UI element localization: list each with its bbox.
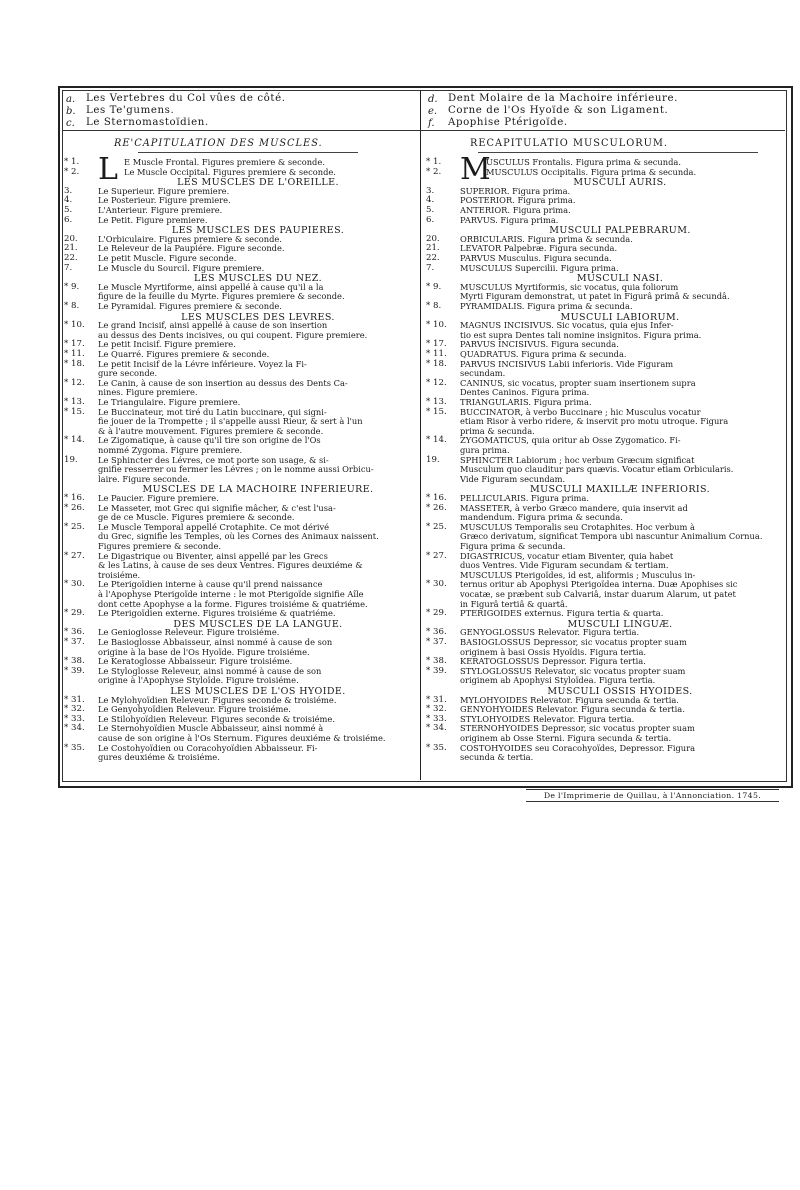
entry-line: Le petit Incisif de la Lévre inférieure. Voyez la Fi-: [98, 359, 307, 369]
figure-number: 4.: [64, 195, 73, 206]
entry-line: Le Buccinateur, mot tiré du Latin buccinare, qui signi-: [98, 407, 327, 417]
plate-page: [58, 86, 791, 806]
figure-number: * 31.: [426, 694, 447, 705]
entry-line: Le Pyramidal. Figures premiere & seconde.: [98, 302, 282, 311]
legend-right: [426, 92, 782, 132]
entry-line: ge de ce Muscle. Figures premiere & seconde.: [98, 513, 295, 523]
entry-line: Le Stilohyoïdien Releveur. Figures seconde & troisiéme.: [98, 714, 335, 724]
figure-number: * 27.: [64, 550, 85, 561]
figure-number: * 1.: [426, 157, 442, 167]
entry-line: au dessus des Dents incisives, ou qui coupent. Figure premiere.: [98, 330, 368, 340]
figure-number: * 17.: [64, 339, 85, 350]
entry-line: GENYOGLOSSUS Relevator. Figura tertia.: [460, 628, 640, 638]
figure-number: 19.: [64, 454, 78, 465]
section-heading: MUSCULI AURIS.: [573, 177, 667, 189]
entry-line: Le Genioglosse Releveur. Figure troisiéme.: [98, 628, 280, 638]
section-heading: MUSCULI NASI.: [576, 273, 664, 285]
entry-line: cause de son origine à l'Os Sternum. Figures deuxiéme & troisiéme.: [98, 734, 386, 743]
legend-item: Les Vertebres du Col vûes de côté.: [86, 93, 286, 104]
entry-line: Le Quarré. Figures premiere & seconde.: [98, 350, 270, 359]
entry-line: MUSCULUS Temporalis seu Crotaphites. Hoc verbum à: [460, 522, 695, 532]
section-heading: MUSCLES DE LA MACHOIRE INFERIEURE.: [142, 484, 374, 496]
entry-line: Figura prima & secunda.: [460, 542, 566, 551]
entry-line: GENYOHYOIDES Relevator. Figura secunda & tertia.: [460, 705, 685, 715]
entry-line: Le grand Incisif, ainsi appellé à cause de son insertion: [98, 321, 328, 331]
entry-line: gura prima.: [460, 446, 510, 455]
figure-number: 5.: [64, 205, 73, 215]
figure-number: * 31.: [64, 694, 85, 705]
entry-line: BASIOGLOSSUS Depressor, sic vocatus propter suam: [460, 638, 687, 647]
entry-line: COSTOHYOIDES seu Coracohyoïdes, Depressor. Figura: [460, 743, 696, 753]
entry-line: POSTERIOR. Figura prima.: [460, 196, 576, 206]
figure-number: * 26.: [64, 502, 85, 513]
figure-number: * 13.: [64, 397, 85, 407]
legend-item: Corne de l'Os Hyoïde & son Ligament.: [448, 105, 669, 116]
figure-number: * 15.: [64, 406, 85, 417]
legend-letter: e.: [428, 106, 438, 117]
entry-line: PARVUS. Figura prima.: [460, 215, 559, 225]
entry-line: Le Posterieur. Figure premiere.: [98, 196, 231, 206]
figure-number: * 32.: [64, 704, 85, 715]
entry-line: Vide Figuram secundam.: [460, 474, 566, 484]
figure-number: * 35.: [426, 742, 447, 753]
figure-number: * 16.: [426, 493, 447, 503]
entry-line: STERNOHYOIDES Depressor, sic vocatus propter suam: [460, 724, 695, 734]
figure-number: * 2.: [64, 166, 80, 177]
entry-line: Musculum quo clauditur pars quævis. Vocatur etiam Orbicularis.: [460, 465, 734, 475]
column-divider: [420, 90, 421, 780]
figure-number: * 37.: [64, 637, 85, 647]
legend-letter: c.: [66, 118, 75, 129]
figure-number: * 39.: [426, 665, 447, 676]
entry-line: Le Canin, à cause de son insertion au dessus des Dents Ca-: [98, 378, 348, 388]
entry-line: SPHINCTER Labiorum ; hoc verbum Græcum significat: [460, 455, 695, 465]
figure-number: * 29.: [426, 608, 447, 619]
figure-number: 3.: [426, 185, 435, 196]
entry-line: CANINUS, sic vocatus, propter suam insertionem supra: [460, 378, 696, 388]
entry-line: PTERIGOIDES externus. Figura tertia & quarta.: [460, 609, 664, 619]
entry-line: Le Pterigoïdien interne à cause qu'il prend naissance: [98, 580, 323, 590]
entry-line: Myrti Figuram demonstrat, ut patet in Figurâ primâ & secundâ.: [460, 292, 730, 302]
legend-item: Le Sternomastoïdien.: [86, 117, 209, 128]
legend-left: [64, 92, 420, 132]
section-heading: LES MUSCLES DU NEZ.: [194, 273, 322, 285]
entry-line: MYLOHYOIDES Relevator. Figura secunda & tertia.: [460, 695, 679, 705]
entry-line: ZYGOMATICUS, quia oritur ab Osse Zygomatico. Fi-: [460, 436, 681, 446]
figure-number: * 27.: [426, 550, 447, 561]
entry-line: KERATOGLOSSUS Depressor. Figura tertia.: [460, 657, 646, 667]
section-heading: LES MUSCLES DES LEVRES.: [181, 311, 335, 323]
drop-cap: L: [98, 152, 118, 187]
title-rule: [138, 152, 358, 153]
entry-line: QUADRATUS. Figura prima & secunda.: [460, 350, 627, 359]
section-heading: LES MUSCLES DE L'OREILLE.: [177, 177, 339, 189]
entry-line: STYLOHYOIDES Relevator. Figura tertia.: [460, 714, 635, 724]
figure-number: * 12.: [426, 377, 447, 388]
figure-number: * 34.: [64, 723, 85, 734]
section-heading: MUSCULI OSSIS HYOIDES.: [547, 686, 693, 697]
figure-number: 7.: [64, 262, 73, 273]
figure-number: * 29.: [64, 608, 85, 619]
entry-line: Le Petit. Figure premiere.: [98, 215, 208, 225]
figure-number: * 13.: [426, 397, 447, 407]
left-column: [64, 152, 420, 778]
entry-line: Le Muscle Myrtiforme, ainsi appellé à cause qu'il a la: [98, 282, 324, 292]
entry-line: MUSCULUS Occipitalis. Figura prima & secunda.: [486, 167, 697, 177]
entry-line: Dentes Caninos. Figura prima.: [460, 388, 590, 398]
figure-number: * 10.: [426, 320, 447, 331]
section-heading: MUSCULI PALPEBRARUM.: [549, 225, 691, 237]
figure-number: * 25.: [426, 521, 447, 532]
figure-number: * 12.: [64, 377, 85, 388]
title-rule: [478, 152, 758, 153]
section-heading: LES MUSCLES DES PAUPIERES.: [171, 225, 345, 237]
figure-number: * 14.: [64, 435, 85, 446]
entry-line: ORBICULARIS. Figura prima & secunda.: [460, 234, 633, 244]
entry-line: originem ab Osse Sterni. Figura secunda & tertia.: [460, 734, 672, 743]
figure-number: 21.: [426, 243, 440, 254]
figure-number: 20.: [64, 233, 78, 244]
figure-number: * 2.: [426, 166, 442, 177]
figure-number: * 36.: [64, 627, 85, 638]
left-section-title: RE'CAPITULATION DES MUSCLES.: [114, 138, 323, 149]
entry-line: Græco derivatum, significat Tempora ubi nascuntur Animalium Cornua.: [460, 532, 763, 542]
entry-line: Le Muscle Temporal appellé Crotaphite. Ce mot dérivé: [98, 522, 330, 532]
entry-line: gure seconde.: [98, 369, 158, 379]
figure-number: * 8.: [64, 301, 80, 311]
entry-line: nines. Figure premiere.: [98, 388, 198, 398]
entry-line: Figures premiere & seconde.: [98, 542, 222, 551]
entry-line: BUCCINATOR, à verbo Buccinare ; hic Musculus vocatur: [460, 407, 701, 417]
entry-line: USCULUS Frontalis. Figura prima & secunda.: [486, 158, 681, 167]
legend-item: Apophise Ptérigoïde.: [448, 117, 568, 128]
figure-number: * 35.: [64, 742, 85, 753]
entry-line: dont cette Apophyse a la forme. Figures troisiéme & quatriéme.: [98, 599, 368, 609]
entry-line: troisiéme.: [98, 570, 141, 580]
entry-line: DIGASTRICUS, vocatur etiam Biventer, quia habet: [460, 551, 674, 561]
entry-line: MAGNUS INCISIVUS. Sic vocatus, quia ejus Infer-: [460, 321, 674, 331]
entry-line: originem à basi Ossis Hyoïdis. Figura tertia.: [460, 647, 647, 657]
section-heading: MUSCULI MAXILLÆ INFERIORIS.: [529, 484, 711, 496]
legend-letter: f.: [428, 118, 435, 129]
figure-number: 22.: [64, 253, 78, 263]
figure-number: * 33.: [64, 713, 85, 724]
figure-number: 4.: [426, 195, 435, 206]
legend-item: Dent Molaire de la Machoire inférieure.: [448, 93, 678, 104]
entry-line: gures deuxiéme & troisiéme.: [98, 753, 220, 763]
entry-line: TRIANGULARIS. Figura prima.: [460, 398, 592, 407]
entry-line: origine à la base de l'Os Hyoïde. Figure troisiéme.: [98, 647, 310, 657]
figure-number: * 38.: [64, 656, 85, 667]
entry-line: Le Muscle du Sourcil. Figure premiere.: [98, 263, 265, 273]
entry-line: à l'Apophyse Pterigoïde interne : le mot Pterigoïde signifie Aîle: [98, 590, 364, 599]
entry-line: gnifie resserrer ou fermer les Lévres ; on le nomme aussi Orbicu-: [98, 465, 374, 475]
entry-line: Le Digastrique ou Biventer, ainsi appellé par les Grecs: [98, 551, 328, 561]
entry-line: duos Ventres. Vide Figuram secundam & tertiam.: [460, 561, 669, 571]
figure-number: 19.: [426, 454, 440, 465]
entry-line: ternus oritur ab Apophysi Pterigoïdea interna. Duæ Apophises sic: [460, 580, 738, 590]
entry-line: MUSCULUS Pterigoïdes, id est, aliformis ; Musculus in-: [460, 570, 696, 580]
figure-number: 6.: [64, 214, 73, 225]
drop-cap: M: [460, 152, 491, 187]
entry-line: PARVUS INCISIVUS Labii inferioris. Vide Figuram: [460, 359, 674, 369]
entry-line: du Grec, signifie les Temples, où les Cornes des Animaux naissent.: [98, 532, 379, 542]
entry-line: Le Zigomatique, à cause qu'il tire son origine de l'Os: [98, 436, 321, 446]
figure-number: 3.: [64, 185, 73, 196]
section-heading: MUSCULI LABIORUM.: [560, 311, 680, 323]
entry-line: MUSCULUS Myrtiformis, sic vocatus, quia foliorum: [460, 282, 679, 292]
figure-number: 5.: [426, 205, 435, 215]
figure-number: * 8.: [426, 301, 442, 311]
figure-number: * 16.: [64, 493, 85, 503]
figure-number: * 38.: [426, 656, 447, 667]
entry-line: MUSCULUS Supercilii. Figura prima.: [460, 263, 619, 273]
figure-number: * 15.: [426, 406, 447, 417]
entry-line: ANTERIOR. Figura prima.: [460, 206, 571, 215]
entry-line: fie jouer de la Trompette ; il s'appelle aussi Rieur, & sert à l'un: [98, 417, 363, 427]
figure-number: * 18.: [426, 358, 447, 369]
entry-line: vocatæ, se præbent sub Calvariâ, instar duarum Alarum, ut patet: [460, 590, 736, 599]
entry-line: figure de la feuille du Myrte. Figures premiere & seconde.: [98, 292, 345, 302]
figure-number: * 25.: [64, 521, 85, 532]
figure-number: * 39.: [64, 665, 85, 676]
entry-line: & les Latins, à cause de ses deux Ventres. Figures deuxiéme &: [98, 561, 363, 571]
figure-number: * 9.: [64, 281, 80, 292]
figure-number: * 37.: [426, 637, 447, 647]
entry-line: origine à l'Apophyse Styloïde. Figure troisiéme.: [98, 676, 299, 686]
entry-line: Le Costohyoïdien ou Coracohyoïdien Abbaisseur. Fi-: [98, 743, 318, 753]
entry-line: & à l'autre mouvement. Figures premiere & seconde.: [98, 426, 324, 436]
entry-line: L'Orbiculaire. Figures premiere & seconde.: [98, 234, 282, 244]
entry-line: Le petit Incisif. Figure premiere.: [98, 340, 236, 350]
entry-line: Le Sternohyoïdien Muscle Abbaisseur, ainsi nommé à: [98, 724, 324, 734]
figure-number: * 11.: [64, 349, 85, 359]
figure-number: * 1.: [64, 157, 80, 167]
entry-line: etiam Risor à verbo ridere, & inservit pro motu utroque. Figura: [460, 417, 729, 427]
section-heading: LES MUSCLES DE L'OS HYOIDE.: [170, 686, 346, 697]
entry-line: STYLOGLOSSUS Relevator, sic vocatus propter suam: [460, 666, 686, 676]
entry-line: PARVUS INCISIVUS. Figura secunda.: [460, 340, 619, 350]
entry-line: Le Sphincter des Lévres, ce mot porte son usage, & si-: [98, 455, 329, 465]
figure-number: * 32.: [426, 704, 447, 715]
entry-line: MASSETER, à verbo Græco mandere, quia inservit ad: [460, 503, 688, 513]
entry-line: in Figurâ tertiâ & quartâ.: [460, 599, 568, 609]
legend-letter: d.: [428, 94, 438, 105]
entry-line: Le Muscle Occipital. Figures premiere & seconde.: [124, 167, 336, 177]
entry-line: Le Genyohyoïdien Releveur. Figure troisiéme.: [98, 705, 291, 715]
entry-line: Le Styloglosse Releveur, ainsi nommé à cause de son: [98, 666, 322, 676]
figure-number: * 33.: [426, 713, 447, 724]
figure-number: * 18.: [64, 358, 85, 369]
entry-line: Le Triangulaire. Figure premiere.: [98, 398, 241, 407]
figure-number: * 14.: [426, 435, 447, 446]
entry-line: Le Masseter, mot Grec qui signifie mâcher, & c'est l'usa-: [98, 503, 336, 513]
entry-line: Le Paucier. Figure premiere.: [98, 494, 219, 503]
imprint: De l'Imprimerie de Quillau, à l'Annonciation. 1745.: [526, 789, 779, 802]
right-section-title: RECAPITULATIO MUSCULORUM.: [470, 138, 669, 149]
entry-line: Le Releveur de la Paupiére. Figure seconde.: [98, 244, 285, 254]
figure-number: * 34.: [426, 723, 447, 734]
entry-line: E Muscle Frontal. Figures premiere & seconde.: [124, 158, 325, 167]
entry-line: nommé Zygoma. Figure premiere.: [98, 446, 243, 455]
entry-line: Le Basioglosse Abbaisseur, ainsi nommé à cause de son: [98, 638, 333, 647]
entry-line: SUPERIOR. Figura prima.: [460, 186, 571, 196]
entry-line: Le petit Muscle. Figure seconde.: [98, 254, 237, 263]
entry-line: Le Keratoglosse Abbaisseur. Figure troisiéme.: [98, 657, 293, 667]
figure-number: * 9.: [426, 281, 442, 292]
figure-number: 21.: [64, 243, 78, 254]
figure-number: 22.: [426, 253, 440, 263]
entry-line: Le Mylohyoïdien Releveur. Figures seconde & troisiéme.: [98, 695, 337, 705]
figure-number: * 26.: [426, 502, 447, 513]
entry-line: secundam.: [460, 369, 506, 379]
figure-number: 7.: [426, 262, 435, 273]
entry-line: mandendum. Figura prima & secunda.: [460, 513, 623, 523]
figure-number: * 10.: [64, 320, 85, 331]
figure-number: * 36.: [426, 627, 447, 638]
figure-number: * 11.: [426, 349, 447, 359]
entry-line: Le Pterigoïdien externe. Figures troisiéme & quatriéme.: [98, 609, 336, 619]
entry-line: LEVATOR Palpebræ. Figura secunda.: [460, 244, 618, 254]
section-heading: DES MUSCLES DE LA LANGUE.: [173, 618, 343, 630]
legend-letter: a.: [66, 94, 76, 105]
entry-line: PELLICULARIS. Figura prima.: [460, 494, 589, 503]
entry-line: PYRAMIDALIS. Figura prima & secunda.: [460, 302, 633, 311]
legend-item: Les Te'gumens.: [86, 105, 175, 116]
figure-number: * 17.: [426, 339, 447, 350]
entry-line: laire. Figure seconde.: [98, 474, 190, 484]
figure-number: * 30.: [426, 579, 447, 590]
figure-number: 20.: [426, 233, 440, 244]
entry-line: prima & secunda.: [460, 426, 535, 436]
section-heading: MUSCULI LINGUÆ.: [567, 618, 673, 630]
entry-line: Le Superieur. Figure premiere.: [98, 186, 230, 196]
figure-number: * 30.: [64, 579, 85, 590]
entry-line: secunda & tertia.: [460, 753, 534, 763]
entry-line: originem ab Apophysi Styloïdea. Figura tertia.: [460, 676, 656, 686]
entry-line: PARVUS Musculus. Figura secunda.: [460, 254, 612, 263]
entry-line: L'Anterieur. Figure premiere.: [98, 206, 223, 215]
entry-line: tio est supra Dentes tali nomine insignitos. Figura prima.: [460, 330, 702, 340]
figure-number: 6.: [426, 214, 435, 225]
right-column: [426, 152, 782, 778]
legend-letter: b.: [66, 106, 76, 117]
